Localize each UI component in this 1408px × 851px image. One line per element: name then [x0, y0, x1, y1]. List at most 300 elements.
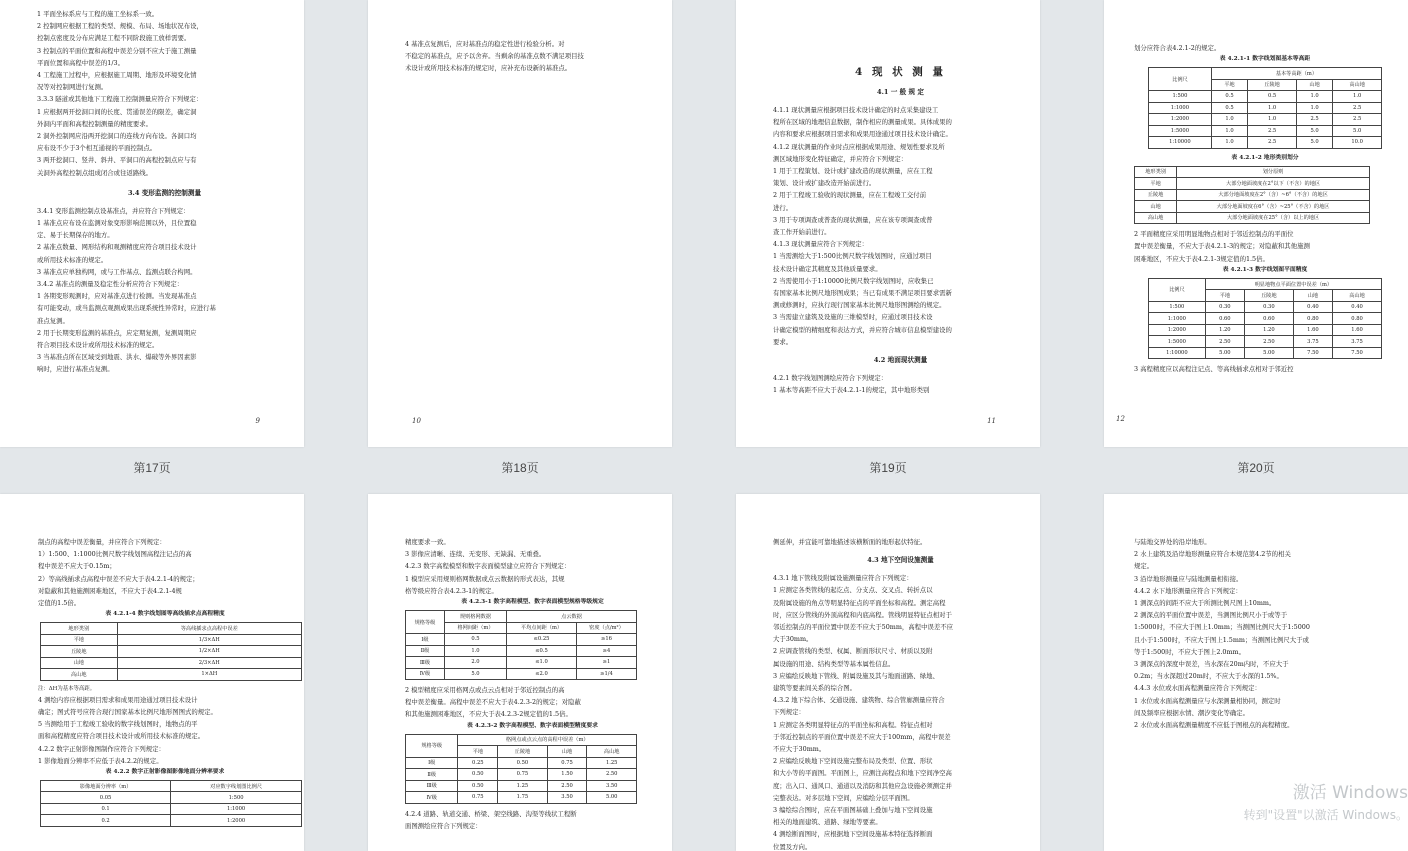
table-cell: 高山地 [41, 669, 118, 681]
table-cell: 1:500 [1149, 301, 1206, 313]
table-terrain-class [1134, 166, 1370, 225]
text-line: 等于1:500时，不应大于图上2.0mm。 [1134, 647, 1245, 656]
table-cell: 0.50 [498, 757, 547, 769]
text-line: 于邻近控制点的平面位置中误差不应大于100mm，高程中误差 [773, 732, 951, 741]
table-header: 高山地 [587, 746, 637, 758]
text-line: 符合项目技术设计或所用技术标准的规定。 [37, 341, 159, 350]
text-line: 4 测绘内容应根据项目需求和成果用途通过项目技术设计 [38, 695, 198, 704]
text-line: 4.1.1 现状测量应根据项目技术设计确定的时点采集建设工 [773, 106, 939, 114]
text-line: 3.4.1 变形监测控制点设基准点，并应符合下列规定： [37, 206, 190, 215]
table-row [41, 792, 302, 804]
table-cell: 大部分地面坡度在25°（含）以上的地区 [1177, 212, 1370, 224]
table-row [41, 657, 302, 669]
text-line: 况等对控制网进行复测。 [37, 83, 108, 92]
table-cell: 大部分地面坡度在6°（含）~25°（不含）的地区 [1177, 201, 1370, 213]
text-line: 大于30mm。 [773, 635, 813, 644]
table-cell: Ⅰ级 [406, 757, 458, 769]
table-row [1149, 125, 1382, 137]
text-line: 3 测深点的深度中误差，当水深在20m内时，不应大于 [1134, 660, 1289, 669]
table-cell: 平地 [41, 634, 118, 646]
table-plane-accuracy [1148, 278, 1382, 360]
table-note: 注：ΔH为基本等高距。 [38, 685, 96, 692]
text-line: 1 应测定各类管线的起讫点、分支点、交叉点、转折点以 [773, 586, 933, 595]
text-line: 关洞外高程控制点组成闭合或往返路线。 [37, 168, 153, 177]
text-line: 2 模型精度应采用格网点或点云点相对于邻近控制点的高 [405, 686, 565, 695]
table-header: 点云数据 [507, 611, 637, 623]
page-number: 11 [987, 417, 996, 425]
table-cell: 1.0 [1211, 114, 1247, 126]
table-header: 丘陵地 [1244, 290, 1293, 302]
table-cell: Ⅱ级 [406, 769, 458, 781]
table-cell: 1.0 [1248, 114, 1297, 126]
text-line: 1 应测定各类明显特征点的平面坐标和高程。特征点相对 [773, 720, 933, 729]
table-cell: 0.30 [1244, 301, 1293, 313]
table-row [406, 657, 637, 669]
text-line: 2 用于工程竣工验收的现状测量，应在工程竣工交付前 [773, 191, 927, 200]
page-label-19[interactable]: 第19页 [869, 461, 907, 475]
table-row [1149, 301, 1382, 313]
text-line: 度；出入口、通风口、通道以及消防和其他应急设施必须测定并 [773, 781, 952, 790]
text-line: 不稳定的基准点，应予以舍弃。当剩余的基准点数不满足项目技 [405, 52, 584, 61]
table-row [41, 634, 302, 646]
page-label-20[interactable]: 第20页 [1237, 461, 1275, 475]
text-line: 准点复测。 [37, 316, 69, 325]
table-cell: 0.5 [444, 634, 506, 646]
table-row [1149, 102, 1382, 114]
text-line: 1 基本等高距不应大于表4.2.1-1的规定，其中地形类别 [773, 386, 930, 395]
text-line: 面和高程精度应符合项目技术设计或所用技术标准的规定。 [38, 732, 205, 741]
text-line: 4.1.3 现状测量应符合下列规定： [773, 240, 868, 249]
table-cell: 1:5000 [1149, 336, 1206, 348]
text-line: 3.3.3 隧道或其他地下工程施工控制测量应符合下列规定： [37, 95, 203, 104]
table-cell: 2.5 [1248, 137, 1297, 149]
table-cell: 2.50 [1244, 336, 1293, 348]
table-cell: Ⅰ级 [406, 634, 445, 646]
text-line: 和大小等的平面图。平面图上，应测注高程点和地下空间净空高 [773, 769, 952, 778]
table-caption: 表 4.2.2 数字正射影像图影像地面分辨率要求 [105, 768, 225, 775]
table-cell: Ⅲ级 [406, 657, 445, 669]
text-line: 3 影像应清晰、连续、无变形、无缺漏、无重叠。 [405, 550, 546, 559]
table-cell: 1.20 [1205, 324, 1244, 336]
page-label-17[interactable]: 第17页 [133, 461, 171, 475]
text-line: 1 影像地面分辨率不应低于表4.2.2的规定。 [38, 756, 163, 765]
table-header: 影像地面分辨率（m） [41, 780, 171, 792]
table-cell: 1.0 [1296, 91, 1332, 103]
text-line: 4.2.1 数字线划图测绘应符合下列规定： [773, 374, 888, 383]
text-line: 2 用于长期变形监测的基准点，应定期复测，复测周期应 [37, 328, 197, 337]
text-line: 3 控制点的平面位置和高程中误差分别不应大于施工测量 [37, 46, 197, 55]
text-line: 策划、设计或扩建改造开始前进行。 [773, 179, 876, 188]
page-17[interactable] [0, 0, 304, 447]
table-cell: 0.25 [458, 757, 498, 769]
text-line: 4.4.2 水下地形测量应符合下列规定： [1134, 586, 1242, 595]
table-header: 平地 [1211, 79, 1247, 91]
text-line: 3 两开挖洞口、竖井、斜井、平洞口的高程控制点应与有 [37, 156, 197, 165]
text-line: 建筑等要素间关系的综合图。 [773, 684, 857, 693]
table-cell: 2.50 [1205, 336, 1244, 348]
text-line: 3 基准点应单独构网，或与工作基点、监测点联合构网。 [37, 267, 197, 276]
table-cell: 高山地 [1135, 212, 1177, 224]
table-resolution [40, 780, 302, 827]
table-row [1149, 313, 1382, 325]
table-cell: 0.2 [41, 815, 171, 827]
table-cell: 0.80 [1293, 313, 1332, 325]
text-line: 且小于1:500时，不应大于图上1.5mm；当测图比例尺大于或 [1134, 635, 1309, 644]
table-cell: 1.60 [1293, 324, 1332, 336]
table-cell: 1:2000 [1149, 324, 1206, 336]
text-line: 3 当需建立建筑及设施的三维模型时，应通过项目技术设 [773, 313, 933, 322]
text-line: 3 编绘综合图时，应在平面图基础上叠加与地下空间设施 [773, 806, 933, 815]
table-cell: 0.75 [547, 757, 587, 769]
text-line: 4.1.2 现状测量的作业时点应根据成果用途、规划性要求及所 [773, 142, 945, 151]
text-line: 4 基准点复测后，应对基准点的稳定性进行检验分析。对 [405, 40, 565, 48]
table-cell: 平地 [1135, 178, 1177, 190]
table-cell: 1:1000 [1149, 102, 1212, 114]
table-header: 山地 [1296, 79, 1332, 91]
table-dem-spec [405, 610, 637, 680]
text-line: 1 水位或水面高程测量应与水深测量相协同，测定时 [1134, 696, 1281, 705]
text-line: 1）1:500、1:1000比例尺数字线划图高程注记点的高 [38, 550, 192, 559]
table-cell: 2/3×ΔH [117, 657, 301, 669]
table-cell: 2.5 [1296, 114, 1332, 126]
table-row [406, 757, 637, 769]
table-cell: 0.50 [458, 780, 498, 792]
table-header: 山地 [547, 746, 587, 758]
table-cell: 0.5 [1248, 91, 1297, 103]
table-cell: 0.60 [1205, 313, 1244, 325]
table-header: 平地 [458, 746, 498, 758]
text-line: 4.2.3 数字高程模型和数字表面模型建立应符合下列规定： [405, 562, 571, 571]
table-contour-accuracy [40, 622, 302, 681]
text-line: 时，应区分管线的外顶高程和内底高程。管线明显特征点相对于 [773, 610, 952, 619]
text-line: 内容和要求应根据项目需求和成果用途通过项目技术设计确定。 [773, 130, 952, 139]
chapter-title: 4 现 状 测 量 [855, 66, 946, 78]
table-cell: 0.80 [1333, 313, 1382, 325]
page-number: 10 [412, 417, 421, 425]
table-header: 格网间距（m） [444, 622, 506, 634]
table-cell: 大部分地面坡度在2°（含）~6°（不含）的地区 [1177, 189, 1370, 201]
table-header: 基本等高距（m） [1211, 68, 1381, 80]
text-line: 1 用于工程策划、设计或扩建改造的现状测量，应在工程 [773, 167, 933, 176]
table-header: 高山地 [1333, 79, 1382, 91]
page-number: 12 [1116, 415, 1125, 423]
text-line: 程所在区域的地理信息数据，制作相应的测量成果。具体成果的 [773, 118, 952, 127]
table-header: 平均点间距（m） [507, 622, 577, 634]
text-line: 1 模型应采用规则格网数据或点云数据的形式表达，其规 [405, 574, 565, 583]
table-cell: 1/2×ΔH [117, 646, 301, 658]
table-header: 山地 [1293, 290, 1332, 302]
text-line: 4 测绘断面图时，应根据地下空间设施基本特征选择断面 [773, 830, 933, 839]
text-line: 位置及方向。 [773, 842, 812, 851]
table-row [1149, 91, 1382, 103]
text-line: 1 各期变形观测时，应对基准点进行检测。当发现基准点 [37, 292, 197, 301]
table-cell: 1:500 [171, 792, 302, 804]
text-line: 划分应符合表4.2.1-2的规定。 [1134, 44, 1221, 52]
table-contour-interval [1148, 67, 1382, 149]
table-cell: 1.60 [1333, 324, 1382, 336]
table-cell: 1.0 [1333, 91, 1382, 103]
text-line: 格等级应符合表4.2.3-1的规定。 [405, 586, 498, 595]
table-header: 规格等级 [406, 611, 445, 634]
table-cell: Ⅳ级 [406, 792, 458, 804]
table-row [1149, 324, 1382, 336]
table-cell: ≥1/4 [576, 668, 636, 680]
table-cell: 5.00 [1244, 347, 1293, 359]
table-header: 地形类别 [1135, 166, 1177, 178]
table-caption: 表 4.2.1-2 地形类别划分 [1231, 154, 1299, 161]
table-row [1149, 137, 1382, 149]
text-line: 相关的地面建筑、道路、绿地等要素。 [773, 818, 882, 827]
text-line: 定、易于长期保存的地方。 [37, 231, 114, 240]
table-row [406, 645, 637, 657]
text-line: 对隐蔽和其他施测困难地区，不应大于表4.2.1-4规 [38, 586, 182, 595]
text-line: 确定；图式符号应符合现行国家基本比例尺地形图图式的规定。 [38, 707, 217, 716]
table-cell: 丘陵地 [1135, 189, 1177, 201]
table-row [1149, 336, 1382, 348]
text-line: 测区域地形变化特征确定，并应符合下列规定： [773, 154, 908, 163]
page-20[interactable] [1104, 0, 1408, 447]
table-row [406, 769, 637, 781]
table-cell: 5.00 [1205, 347, 1244, 359]
text-line: 2 当需使用小于1:10000比例尺数字线划图时，应收集已 [773, 276, 934, 285]
text-line: 4.3.2 地下综合体、交通设施、建筑物、综合管廊测量应符合 [773, 696, 945, 705]
table-dem-accuracy [405, 734, 637, 804]
table-cell: 1:1000 [1149, 313, 1206, 325]
table-header: 规格等级 [406, 734, 458, 757]
table-cell: 3.75 [1293, 336, 1332, 348]
text-line: 响时，应进行基准点复测。 [37, 365, 114, 374]
table-cell: 7.50 [1293, 347, 1332, 359]
table-cell: 1.0 [1248, 102, 1297, 114]
table-cell: 1.0 [444, 645, 506, 657]
table-cell: 3.50 [587, 780, 637, 792]
text-line: 5 当测绘用于工程竣工验收的数字线划图时，地物点的平 [38, 720, 198, 729]
watermark-title: 激活 Windows [1292, 783, 1408, 803]
table-caption: 表 4.2.1-4 数字线划图等高线插求点高程精度 [105, 611, 225, 618]
table-cell: 山地 [41, 657, 118, 669]
table-cell: 1.50 [547, 769, 587, 781]
text-line: 定值的1.5倍。 [38, 599, 81, 608]
table-cell: 0.40 [1293, 301, 1332, 313]
table-caption: 表 4.2.1-3 数字线划图平面精度 [1222, 266, 1308, 273]
text-line: 2 测深点的平面位置中误差，当测图比例尺小于或等于 [1134, 611, 1288, 620]
page-22[interactable] [368, 494, 672, 851]
table-cell: 1.0 [1211, 137, 1247, 149]
table-cell: 丘陵地 [41, 646, 118, 658]
table-header: 明显地物点平面位置中误差（m） [1205, 278, 1381, 290]
text-line: 4.2.4 道路、轨道交通、桥梁、架空线路、沟渠等线状工程断 [405, 809, 577, 818]
table-cell: 1×ΔH [117, 669, 301, 681]
text-line: 2 应编绘反映地下空间设施完整布局及类型、位置、形状 [773, 757, 933, 766]
text-line: 4.2.2 数字正射影像图制作应符合下列规定： [38, 744, 165, 753]
text-line: 3 应编绘反映地下管线、附属设施及其与地面道路、绿地、 [773, 671, 939, 680]
table-row [1135, 212, 1370, 224]
table-cell: ≤1.0 [507, 657, 577, 669]
text-line: 不应大于30mm。 [773, 745, 826, 754]
table-header: 地形类别 [41, 623, 118, 635]
table-cell: 1/3×ΔH [117, 634, 301, 646]
table-row [406, 634, 637, 646]
table-cell: 1.25 [498, 780, 547, 792]
text-line: 1 平面坐标系应与工程的施工坐标系一致。 [37, 10, 159, 18]
page-23[interactable] [736, 494, 1040, 851]
table-cell: Ⅲ级 [406, 780, 458, 792]
text-line: 计确定模型的精细度和表达方式，并应符合城市信息模型建设的 [773, 325, 952, 334]
section-heading: 4.1 一 般 规 定 [876, 88, 925, 96]
text-line: 2 控制网应根据工程的类型、规模、布局、场地状况布设， [37, 22, 203, 31]
table-header: 密度（点/m²） [576, 622, 636, 634]
text-line: 程中误差衡量。高程中误差不应大于表4.2.3-2的规定；对隐蔽 [405, 698, 581, 707]
table-cell: ≤0.25 [507, 634, 577, 646]
page-18[interactable] [368, 0, 672, 447]
text-line: 2 水位或水面高程测量精度不应低于图根点的高程精度。 [1134, 721, 1294, 730]
text-line: 术设计或所用技术标准的规定时，应补充布设新的基准点。 [405, 64, 572, 73]
text-line: 2 平面精度应采用明显地物点相对于邻近控制点的平面位 [1134, 230, 1294, 239]
text-line: 外洞内平面和高程控制测量的精度要求。 [37, 119, 153, 128]
table-cell: 1:10000 [1149, 137, 1212, 149]
table-row [1149, 347, 1382, 359]
table-cell: ≥4 [576, 645, 636, 657]
table-header: 高山地 [1333, 290, 1382, 302]
text-line: 下列规定： [773, 708, 805, 717]
windows-activation-watermark [1244, 782, 1408, 826]
table-row [41, 646, 302, 658]
text-line: 规定。 [1134, 562, 1154, 571]
section-heading: 3.4 变形监测的控制测量 [127, 188, 202, 197]
text-line: 1 测深点的间距不应大于所测比例尺图上10mm。 [1134, 599, 1276, 608]
table-header: 比例尺 [1149, 278, 1206, 301]
table-cell: 1:1000 [171, 803, 302, 815]
table-cell: 1.0 [1211, 125, 1247, 137]
text-line: 1 应根据两开挖洞口间的长度、贯通误差的限差，确定洞 [37, 107, 197, 116]
table-cell: 1:2000 [171, 815, 302, 827]
text-line: 平面位置和高程中误差的1/3。 [37, 58, 124, 67]
table-cell: Ⅱ级 [406, 645, 445, 657]
text-line: 与陆地交界处的沿岸地形。 [1134, 538, 1211, 546]
table-cell: 0.30 [1205, 301, 1244, 313]
text-line: 完整表达。对多层地下空间，应编绘分层平面图。 [773, 793, 914, 802]
text-line: 邻近控制点的平面位置中误差不应大于50mm，高程中误差不应 [773, 623, 954, 632]
text-line: 困难地区，不应大于表4.2.1-3规定值的1.5倍。 [1134, 254, 1269, 263]
page-21[interactable] [0, 494, 304, 851]
table-header: 对应数字线划图比例尺 [171, 780, 302, 792]
text-line: 要求。 [773, 337, 793, 346]
table-cell: 5.0 [1296, 137, 1332, 149]
table-cell: 1:2000 [1149, 114, 1212, 126]
text-line: 控制点密度及分布应满足工程不同阶段施工放样需要。 [37, 34, 191, 43]
text-line: 间及频率应根据水情、潮汐变化等确定。 [1134, 708, 1250, 717]
table-row [1135, 201, 1370, 213]
text-line: 或所用技术标准的规定。 [37, 255, 108, 264]
table-cell: 0.40 [1333, 301, 1382, 313]
table-cell: 1.75 [498, 792, 547, 804]
table-cell: 2.5 [1248, 125, 1297, 137]
text-line: 3 当基准点所在区域受到地震、洪水、爆破等外界因素影 [37, 353, 197, 362]
text-line: 4 工程施工过程中，应根据施工周期、地形及环境变化情 [37, 71, 197, 80]
table-cell: 1:5000 [1149, 125, 1212, 137]
table-row [406, 668, 637, 680]
table-row [406, 780, 637, 792]
table-row [406, 792, 637, 804]
table-caption: 表 4.2.3-1 数字高程模型、数字表面模型规格等级规定 [461, 599, 604, 606]
section-heading: 4.3 地下空间设施测量 [867, 556, 934, 565]
section-heading: 4.2 地面现状测量 [873, 356, 928, 365]
table-header: 丘陵地 [498, 746, 547, 758]
table-header: 格网点或点云点的高程中误差（m） [458, 734, 637, 746]
table-cell: 0.50 [458, 769, 498, 781]
table-caption: 表 4.2.3-2 数字高程模型、数字表面模型精度要求 [467, 722, 598, 729]
table-cell: 10.0 [1333, 137, 1382, 149]
text-line: 0.2m；当水深超过20m时，不应大于水深的1.5%。 [1134, 672, 1283, 681]
table-header: 规则格网数据 [444, 611, 506, 623]
text-line: 及附属设施的角点等明显特征点的平面坐标和高程。测定高程 [773, 598, 946, 607]
text-line: 3.4.2 基准点的测量及稳定性分析应符合下列规定： [37, 280, 184, 289]
table-cell: 0.75 [498, 769, 547, 781]
table-cell: 0.1 [41, 803, 171, 815]
table-row [41, 669, 302, 681]
table-row [1149, 114, 1382, 126]
text-line: 1 基准点应布设在监测对象变形影响范围以外，且位置稳 [37, 219, 197, 228]
text-line: 3 用于专项调查或普查的现状测量，应在该专项调查或普 [773, 215, 933, 224]
text-line: 置中误差衡量，不应大于表4.2.1-3的规定；对隐蔽和其他施测 [1134, 242, 1310, 251]
text-line: 2）等高线插求点高程中误差不应大于表4.2.1-4的规定； [38, 574, 199, 583]
table-cell: ≥16 [576, 634, 636, 646]
text-line: 有可能变动，或当监测点观测成果出现系统性异常时，应进行基 [37, 304, 216, 313]
page-19[interactable] [736, 0, 1040, 447]
table-cell: 0.75 [458, 792, 498, 804]
text-line: 2 应调查管线的类型、权属、断面形状尺寸、材质以及附 [773, 647, 933, 656]
text-line: 有国家基本比例尺地形图成果；当已有成果不满足项目要求需新 [773, 289, 952, 298]
table-cell: 1:500 [1149, 91, 1212, 103]
text-line: 查工作开始前进行。 [773, 228, 831, 237]
text-line: 2 基准点数量、网形结构和观测精度应符合项目技术设计 [37, 243, 197, 252]
text-line: 进行。 [773, 203, 793, 212]
table-cell: 1.0 [1296, 102, 1332, 114]
text-line: 2 水上建筑及沿岸地形测量应符合本规范第4.2节的相关 [1134, 550, 1291, 559]
table-row [1135, 178, 1370, 190]
table-row [41, 803, 302, 815]
table-cell: 2.0 [444, 657, 506, 669]
table-cell: 0.05 [41, 792, 171, 804]
text-line: 技术设计确定其精度及其他质量要求。 [773, 264, 882, 273]
table-cell: 0.60 [1244, 313, 1293, 325]
table-cell: 5.0 [444, 668, 506, 680]
table-cell: ≤2.0 [507, 668, 577, 680]
text-line: 精度要求一致。 [405, 538, 450, 546]
table-cell: 2.5 [1333, 102, 1382, 114]
page-label-18[interactable]: 第18页 [501, 461, 539, 475]
table-header: 划分原则 [1177, 166, 1370, 178]
page-number: 9 [255, 417, 260, 425]
table-row [1135, 189, 1370, 201]
text-line: 和其他施测困难地区，不应大于表4.2.3-2规定值的1.5倍。 [405, 710, 572, 719]
text-line: 测或修测时，应执行现行国家基本比例尺地形图测绘的规定。 [773, 301, 946, 310]
text-line: 1:5000时，不应大于图上1.0mm；当测图比例尺大于1:5000 [1134, 623, 1310, 632]
text-line: 4.3.1 地下管线及附属设施测量应符合下列规定： [773, 574, 913, 583]
watermark-subtitle: 转到"设置"以激活 Windows。 [1243, 808, 1408, 822]
table-cell: 3.50 [547, 792, 587, 804]
text-line: 属设施的用途、结构类型等基本属性信息。 [773, 659, 895, 668]
text-line: 1 当需测绘大于1:500比例尺数字线划图时，应通过项目 [773, 252, 932, 261]
table-row [41, 815, 302, 827]
table-cell: 0.5 [1211, 91, 1247, 103]
table-cell: 山地 [1135, 201, 1177, 213]
text-line: 2 洞外控制网应沿两开挖洞口的连线方向布设。各洞口均 [37, 132, 197, 141]
table-cell: 5.0 [1296, 125, 1332, 137]
table-cell: 1:10000 [1149, 347, 1206, 359]
table-header: 等高线插求点高程中误差 [117, 623, 301, 635]
table-header: 比例尺 [1149, 68, 1212, 91]
